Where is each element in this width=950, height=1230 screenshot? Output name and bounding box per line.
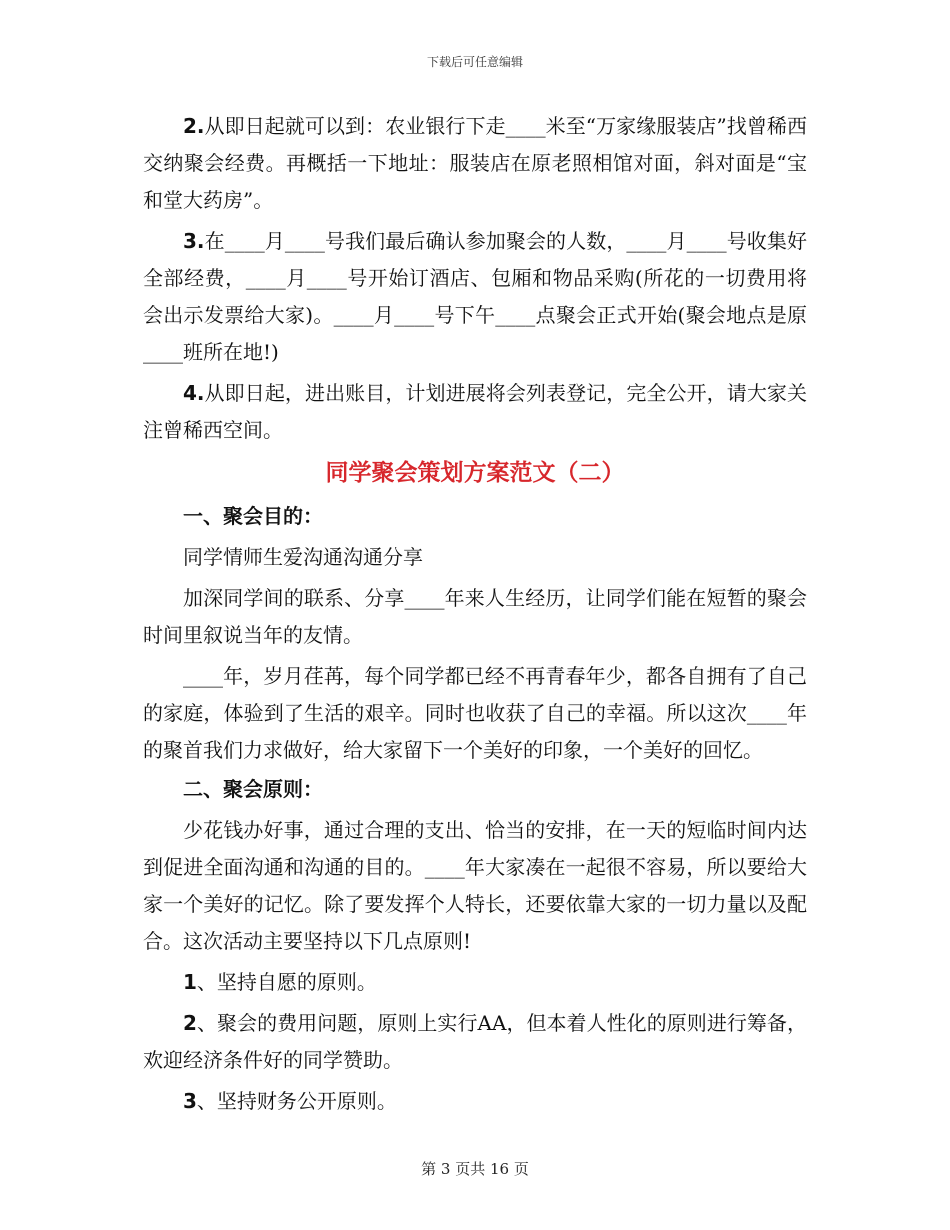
principle-item-3 — [143, 1083, 807, 1120]
principle-item-2 — [143, 1005, 807, 1079]
principle-text: 、坚持自愿的原则。 — [196, 970, 377, 994]
paragraph-item-2 — [143, 108, 807, 219]
item-number: 4. — [183, 381, 205, 405]
item-number: 2. — [183, 114, 205, 138]
paragraph-item-3 — [143, 223, 807, 371]
principle-item-1 — [143, 964, 807, 1001]
item-number: 3 — [183, 1089, 197, 1113]
section-title: 同学聚会策划方案范文（二） — [325, 460, 625, 486]
document-body — [143, 108, 807, 1120]
paragraph-item-4 — [143, 375, 807, 449]
paragraph-purpose: 加深同学间的联系、分享____年来人生经历，让同学们能在短暂的聚会时间里叙说当年的友情。 — [143, 586, 807, 647]
paragraph-text: 在____月____号我们最后确认参加聚会的人数，____月____号收集好全部经费，____月____号开始订酒店、包厢和物品采购(所花的一切费用将会出示发票给大家)。____月____号下午____点聚会正式开始(聚会地点是原____班所在地!) — [143, 229, 807, 364]
principle-text: 、聚会的费用问题，原则上实行AA，但本着人性化的原则进行筹备，欢迎经济条件好的同学赞助。 — [143, 1011, 807, 1072]
page-header: 下载后可任意编辑 — [426, 55, 523, 69]
principle-text: 、坚持财务公开原则。 — [196, 1089, 397, 1113]
page-footer: 第 3 页共 16 页 — [421, 1160, 529, 1178]
paragraph-text: 从即日起，进出账目，计划进展将会列表登记，完全公开，请大家关注曾稀西空间。 — [143, 381, 807, 442]
item-number: 2 — [183, 1011, 197, 1035]
paragraph-slogan: 同学情师生爱沟通沟通分享 — [183, 545, 423, 569]
item-number: 1 — [183, 970, 197, 994]
heading-purpose: 一、聚会目的： — [183, 504, 323, 528]
paragraph-text: 从即日起就可以到：农业银行下走____米至“万家缘服装店”找曾稀西交纳聚会经费。再概括一下地址：服装店在原老照相馆对面，斜对面是“宝和堂大药房”。 — [143, 114, 807, 212]
paragraph-reflection: ____年，岁月荏苒，每个同学都已经不再青春年少，都各自拥有了自己的家庭，体验到了生活的艰辛。同时也收获了自己的幸福。所以这次____年的聚首我们力求做好，给大家留下一个美好的印象，一个美好的回忆。 — [143, 664, 807, 762]
item-number: 3. — [183, 229, 205, 253]
paragraph-principles: 少花钱办好事，通过合理的支出、恰当的安排，在一天的短临时间内达到促进全面沟通和沟通的目的。____年大家凑在一起很不容易，所以要给大家一个美好的记忆。除了要发挥个人特长，还要依靠大家的一切力量以及配合。这次活动主要坚持以下几点原则! — [143, 818, 807, 953]
heading-principles: 二、聚会原则： — [183, 777, 323, 801]
